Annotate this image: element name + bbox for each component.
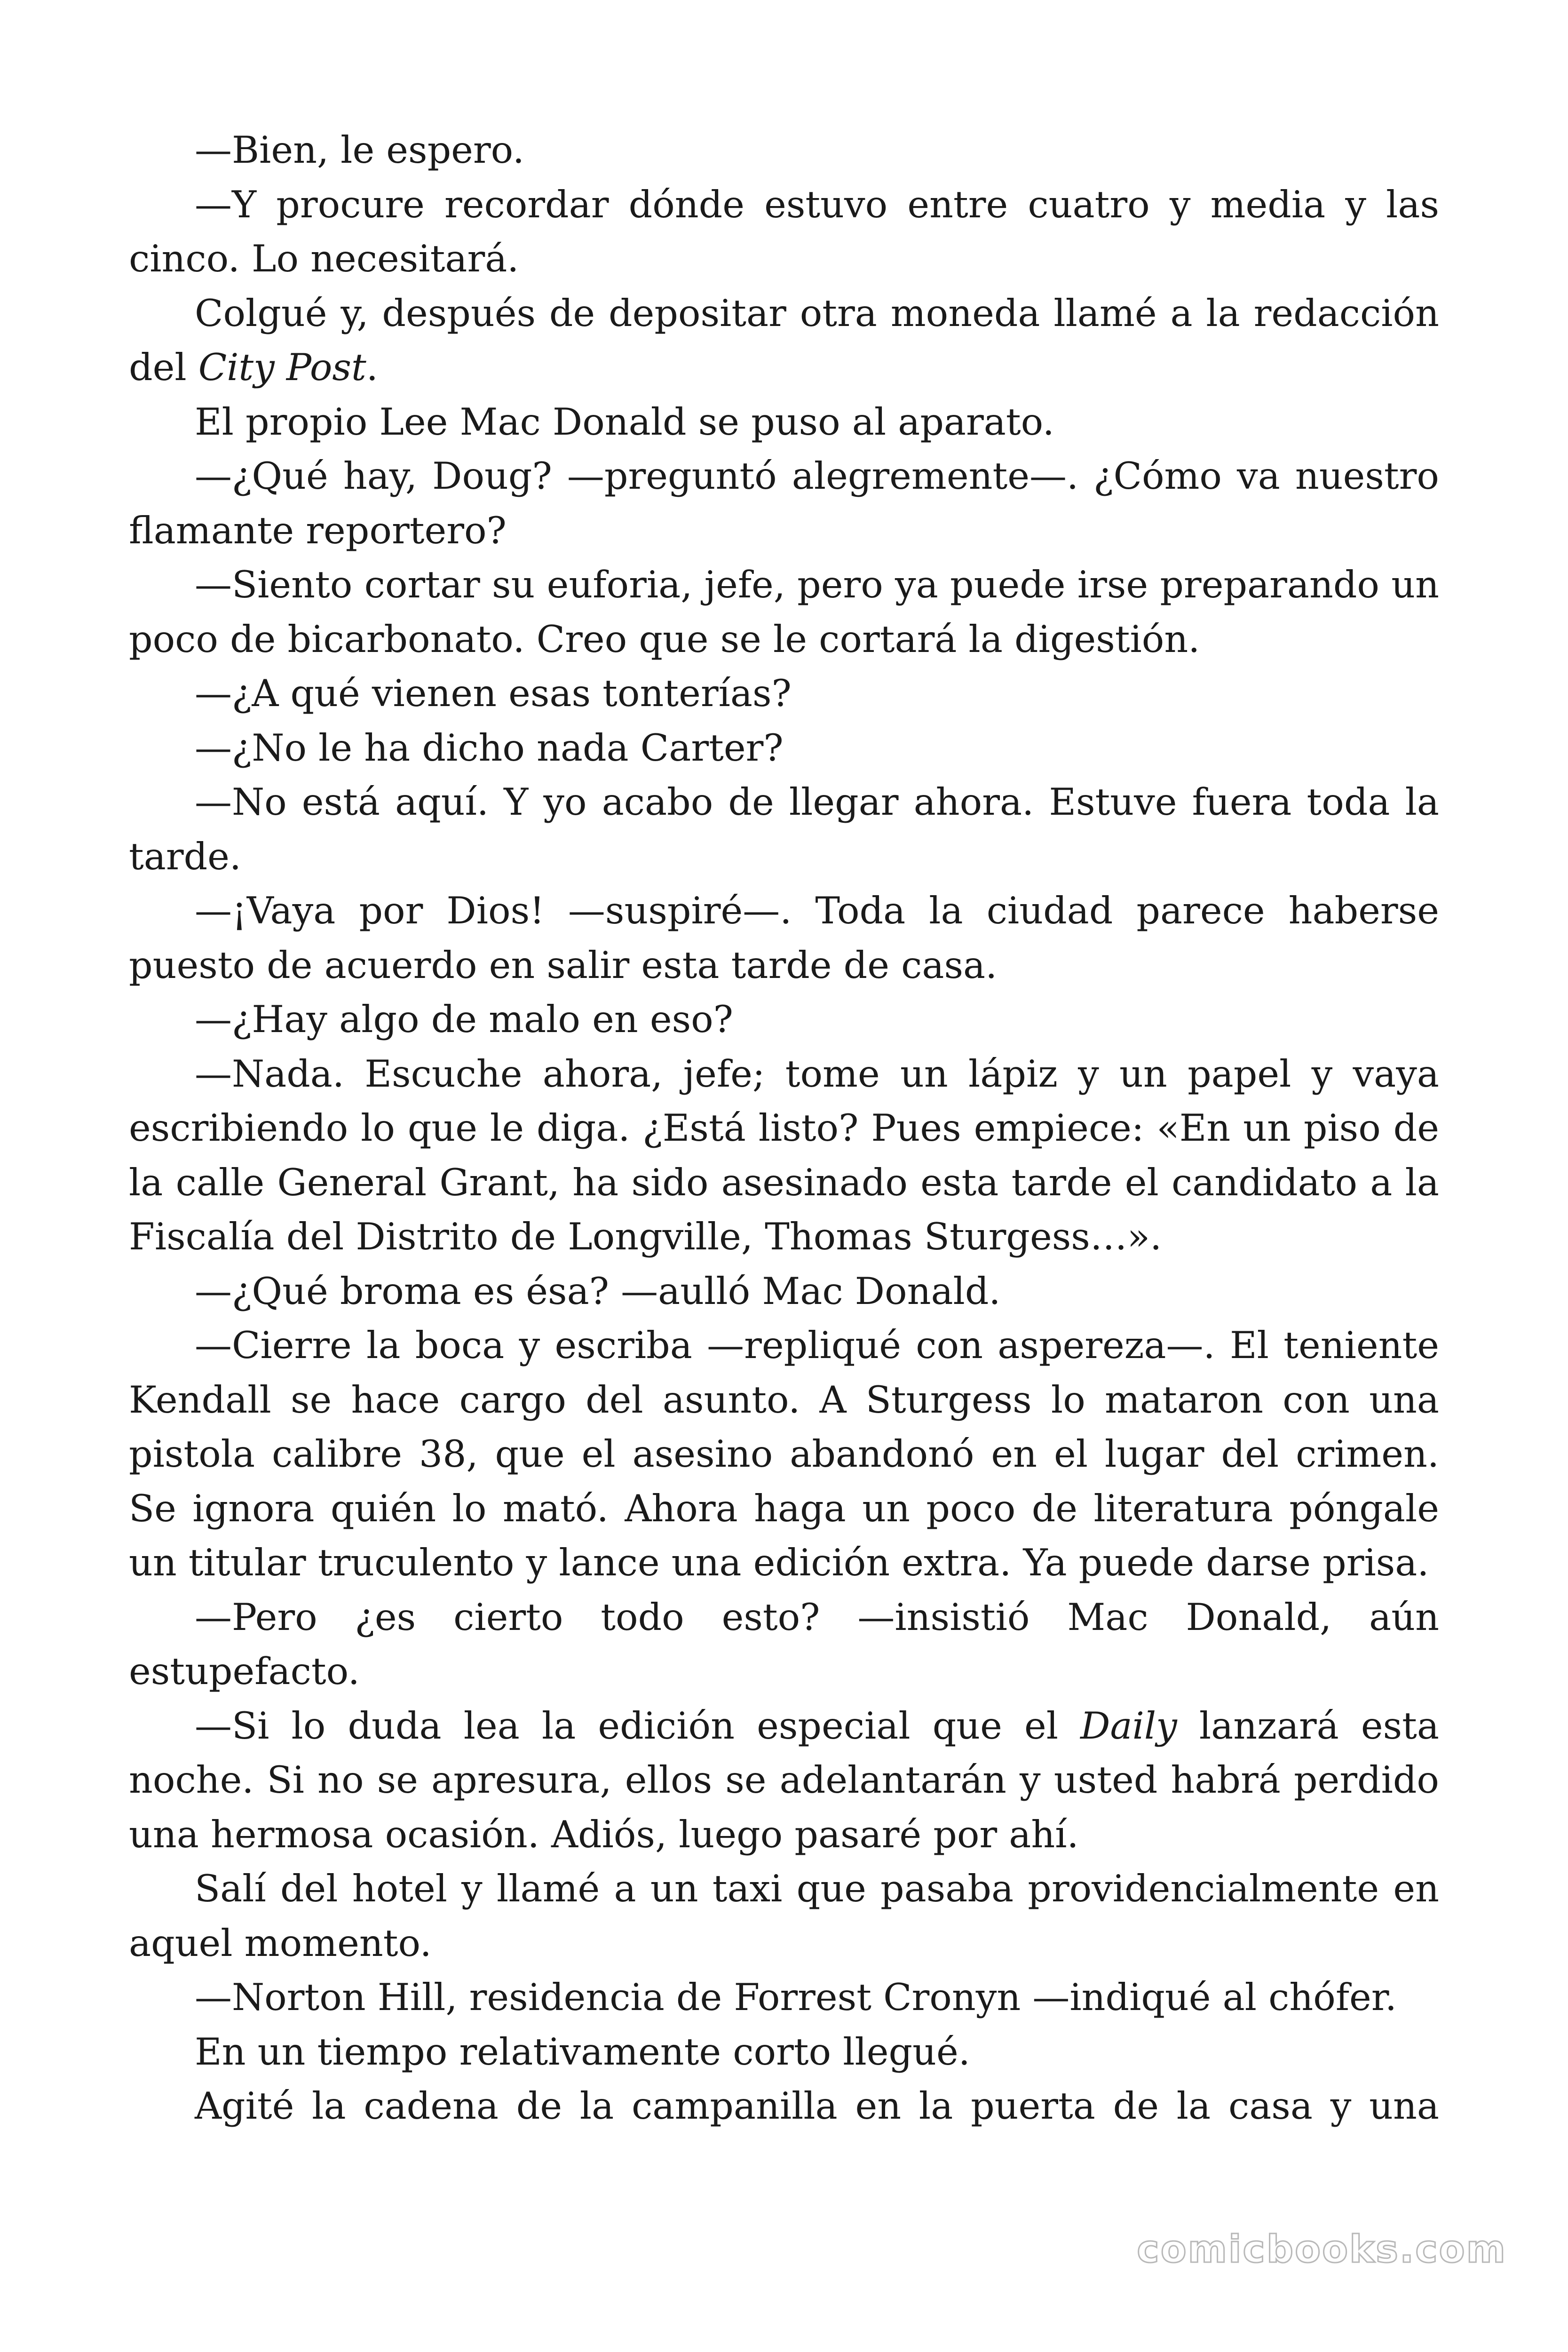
- text-run: El propio Lee Mac Donald se puso al aparato.: [195, 400, 1054, 444]
- paragraph: [129, 775, 1439, 884]
- paragraph: [129, 993, 1439, 1047]
- text-run: —Norton Hill, residencia de Forrest Cronyn —indiqué al chófer.: [195, 1976, 1397, 2019]
- paragraph: [129, 884, 1439, 993]
- paragraph: [129, 178, 1439, 286]
- paragraph: [129, 1862, 1439, 1971]
- paragraph: [129, 1971, 1439, 2025]
- text-run: —¿Qué broma es ésa? —aulló Mac Donald.: [195, 1269, 1001, 1313]
- text-run: —¿Qué hay, Doug? —preguntó alegremente—. ¿Cómo va nuestro flamante reportero?: [129, 454, 1439, 552]
- paragraph: [129, 1319, 1439, 1590]
- text-run: —Bien, le espero.: [195, 128, 524, 172]
- paragraph: [129, 1047, 1439, 1264]
- paragraph: [129, 123, 1439, 178]
- text-run: —No está aquí. Y yo acabo de llegar ahora. Estuve fuera toda la tarde.: [129, 780, 1439, 878]
- text-run: —¡Vaya por Dios! —suspiré—. Toda la ciudad parece haberse puesto de acuerdo en salir esta tarde de casa.: [129, 889, 1439, 987]
- text-run: Salí del hotel y llamé a un taxi que pasaba providencialmente en aquel momento.: [129, 1867, 1439, 1965]
- paragraph: [129, 395, 1439, 450]
- text-run: Agité la cadena de la campanilla en la puerta de la casa y una: [195, 2084, 1439, 2128]
- text-run: En un tiempo relativamente corto llegué.: [195, 2030, 970, 2074]
- paragraph: [129, 1590, 1439, 1699]
- text-run: lanzará esta noche. Si no se apresura, ellos se adelantarán y usted habrá perdido una hermosa ocasión. Adiós, luego pasaré por ahí.: [129, 1704, 1439, 1856]
- text-run: —Pero ¿es cierto todo esto? —insistió Mac Donald, aún estupefacto.: [129, 1595, 1439, 1693]
- text-run: —Si lo duda lea la edición especial que el: [195, 1704, 1081, 1748]
- text-run: .: [366, 346, 378, 389]
- text-run: —¿No le ha dicho nada Carter?: [195, 726, 784, 770]
- paragraph: [129, 1264, 1439, 1319]
- watermark: comicbooks.com: [1137, 2227, 1507, 2271]
- paragraph: [129, 721, 1439, 776]
- paragraph: [129, 558, 1439, 667]
- text-run: —¿Hay algo de malo en eso?: [195, 998, 734, 1041]
- italic-title: Daily: [1080, 1704, 1177, 1748]
- text-run: —Siento cortar su euforia, jefe, pero ya puede irse preparando un poco de bicarbonato. Creo que se le cortará la digestión.: [129, 563, 1439, 661]
- text-run: —Cierre la boca y escriba —repliqué con aspereza—. El teniente Kendall se hace cargo del asunto. A Sturgess lo mataron con una pistola calibre 38, que el asesino abandonó en el lugar del crimen. Se ignora quién lo mató. Ahora haga un poco de literatura póngale un titular truculento y lance una edición extra. Ya puede darse prisa.: [129, 1324, 1439, 1584]
- text-run: —Nada. Escuche ahora, jefe; tome un lápiz y un papel y vaya escribiendo lo que le diga. ¿Está listo? Pues empiece: «En un piso de la calle General Grant, ha sido asesinado esta tarde el candidato a la Fiscalía del Distrito de Longville, Thomas Sturgess…».: [129, 1052, 1439, 1258]
- paragraph: [129, 1699, 1439, 1862]
- text-run: Colgué y, después de depositar otra moneda llamé a la redacción del: [129, 291, 1439, 389]
- paragraph: [129, 2025, 1439, 2080]
- text-run: —Y procure recordar dónde estuvo entre cuatro y media y las cinco. Lo necesitará.: [129, 183, 1439, 280]
- paragraph: [129, 286, 1439, 395]
- paragraph: [129, 449, 1439, 558]
- italic-title: City Post: [198, 346, 366, 389]
- paragraph: [129, 2079, 1439, 2134]
- page-text: [129, 123, 1439, 2134]
- paragraph: [129, 667, 1439, 721]
- text-run: —¿A qué vienen esas tonterías?: [195, 672, 792, 715]
